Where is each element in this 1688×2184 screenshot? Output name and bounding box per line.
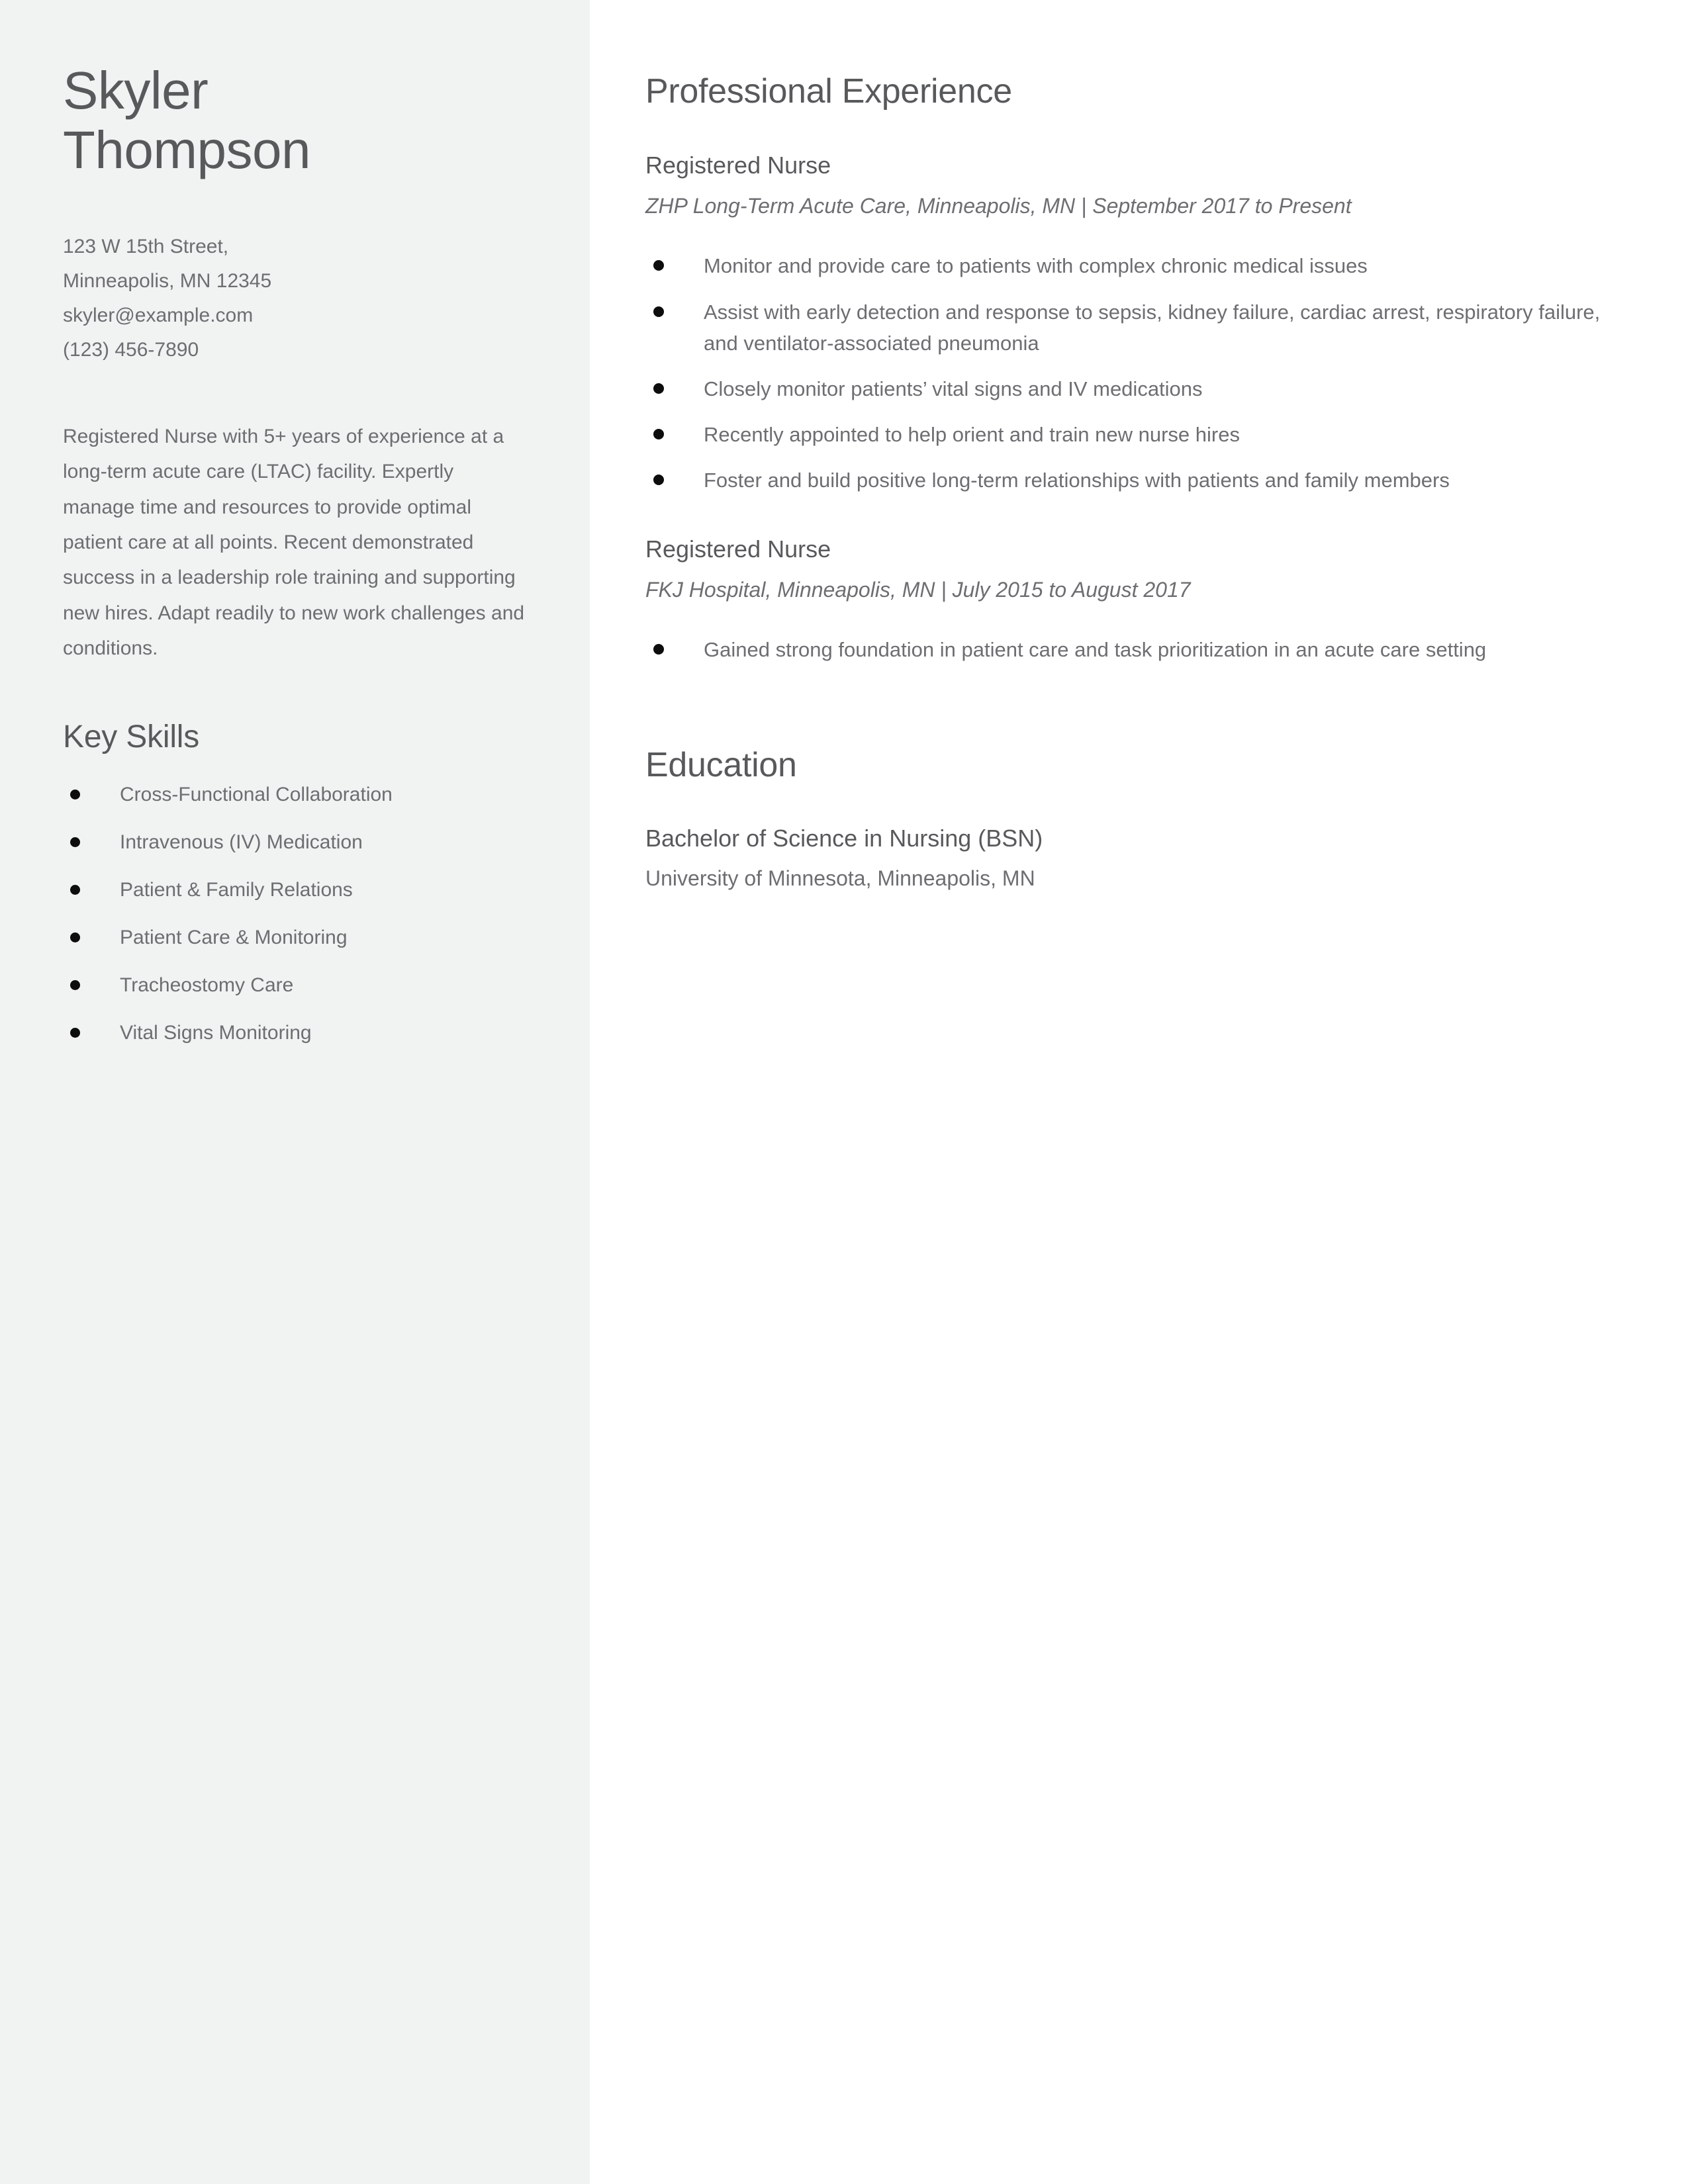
list-item xyxy=(63,782,534,807)
skill-label: Intravenous (IV) Medication xyxy=(120,831,363,854)
list-item xyxy=(645,634,1625,665)
job-responsibilities-list xyxy=(645,250,1625,496)
list-item xyxy=(645,373,1625,404)
experience-entry xyxy=(645,534,1625,665)
bullet-icon xyxy=(653,383,664,394)
bullet-icon xyxy=(653,260,664,271)
candidate-last-name: Thompson xyxy=(63,120,310,179)
skill-label: Tracheostomy Care xyxy=(120,974,294,997)
list-item xyxy=(63,1020,534,1046)
contact-info xyxy=(63,230,534,367)
responsibility-text: Assist with early detection and response to sepsis, kidney failure, cardiac arrest, respiratory failure, and ventilator-associated pneumonia xyxy=(704,300,1601,355)
bullet-icon xyxy=(70,885,80,895)
section-professional-experience xyxy=(645,71,1625,666)
job-title: Registered Nurse xyxy=(645,535,831,563)
contact-phone[interactable]: (123) 456-7890 xyxy=(63,338,199,361)
main-content xyxy=(590,0,1688,2184)
sidebar xyxy=(0,0,590,2184)
candidate-name xyxy=(63,61,534,179)
skill-label: Cross-Functional Collaboration xyxy=(120,784,393,806)
responsibility-text: Gained strong foundation in patient care and task prioritization in an acute care setting xyxy=(704,638,1487,662)
bullet-icon xyxy=(653,644,664,655)
education-heading: Education xyxy=(645,746,797,785)
job-responsibilities-list xyxy=(645,634,1625,665)
list-item xyxy=(63,829,534,855)
education-school: University of Minnesota, Minneapolis, MN xyxy=(645,866,1035,890)
responsibility-text: Monitor and provide care to patients with complex chronic medical issues xyxy=(704,254,1368,278)
bullet-icon xyxy=(653,306,664,317)
summary-text: Registered Nurse with 5+ years of experience at a long-term acute care (LTAC) facility. Expertly manage time and resources to provide optimal patient care at all points. Recent demonstrated success in a leadership role training and supporting new hires. Adapt readily to new work challenges and conditions. xyxy=(63,425,525,660)
list-item xyxy=(63,972,534,998)
bullet-icon xyxy=(70,933,80,942)
candidate-first-name: Skyler xyxy=(63,61,209,120)
skill-label: Vital Signs Monitoring xyxy=(120,1022,312,1044)
bullet-icon xyxy=(653,429,664,439)
contact-email[interactable]: skyler@example.com xyxy=(63,304,254,326)
list-item xyxy=(645,419,1625,450)
contact-city-state-zip: Minneapolis, MN 12345 xyxy=(63,270,272,293)
education-entry xyxy=(645,823,1625,893)
bullet-icon xyxy=(70,1028,80,1038)
job-employer-dates: FKJ Hospital, Minneapolis, MN | July 2015 to August 2017 xyxy=(645,577,1191,602)
responsibility-text: Recently appointed to help orient and train new nurse hires xyxy=(704,422,1240,446)
section-education xyxy=(645,745,1625,893)
list-item xyxy=(645,250,1625,281)
bullet-icon xyxy=(653,475,664,485)
education-degree: Bachelor of Science in Nursing (BSN) xyxy=(645,824,1043,852)
list-item xyxy=(63,877,534,903)
bullet-icon xyxy=(70,790,80,799)
skill-label: Patient & Family Relations xyxy=(120,879,353,901)
list-item xyxy=(645,296,1625,359)
professional-summary xyxy=(63,419,526,666)
responsibility-text: Foster and build positive long-term relationships with patients and family members xyxy=(704,468,1450,492)
bullet-icon xyxy=(70,980,80,990)
job-title: Registered Nurse xyxy=(645,152,831,179)
list-item xyxy=(645,465,1625,496)
bullet-icon xyxy=(70,837,80,847)
key-skills-heading: Key Skills xyxy=(63,719,200,755)
professional-experience-heading: Professional Experience xyxy=(645,71,1012,111)
key-skills-list xyxy=(63,782,534,1046)
skill-label: Patient Care & Monitoring xyxy=(120,927,348,949)
responsibility-text: Closely monitor patients’ vital signs and IV medications xyxy=(704,377,1203,400)
job-employer-dates: ZHP Long-Term Acute Care, Minneapolis, MN | September 2017 to Present xyxy=(645,194,1352,218)
list-item xyxy=(63,925,534,950)
experience-entry xyxy=(645,150,1625,496)
contact-street: 123 W 15th Street, xyxy=(63,236,229,258)
